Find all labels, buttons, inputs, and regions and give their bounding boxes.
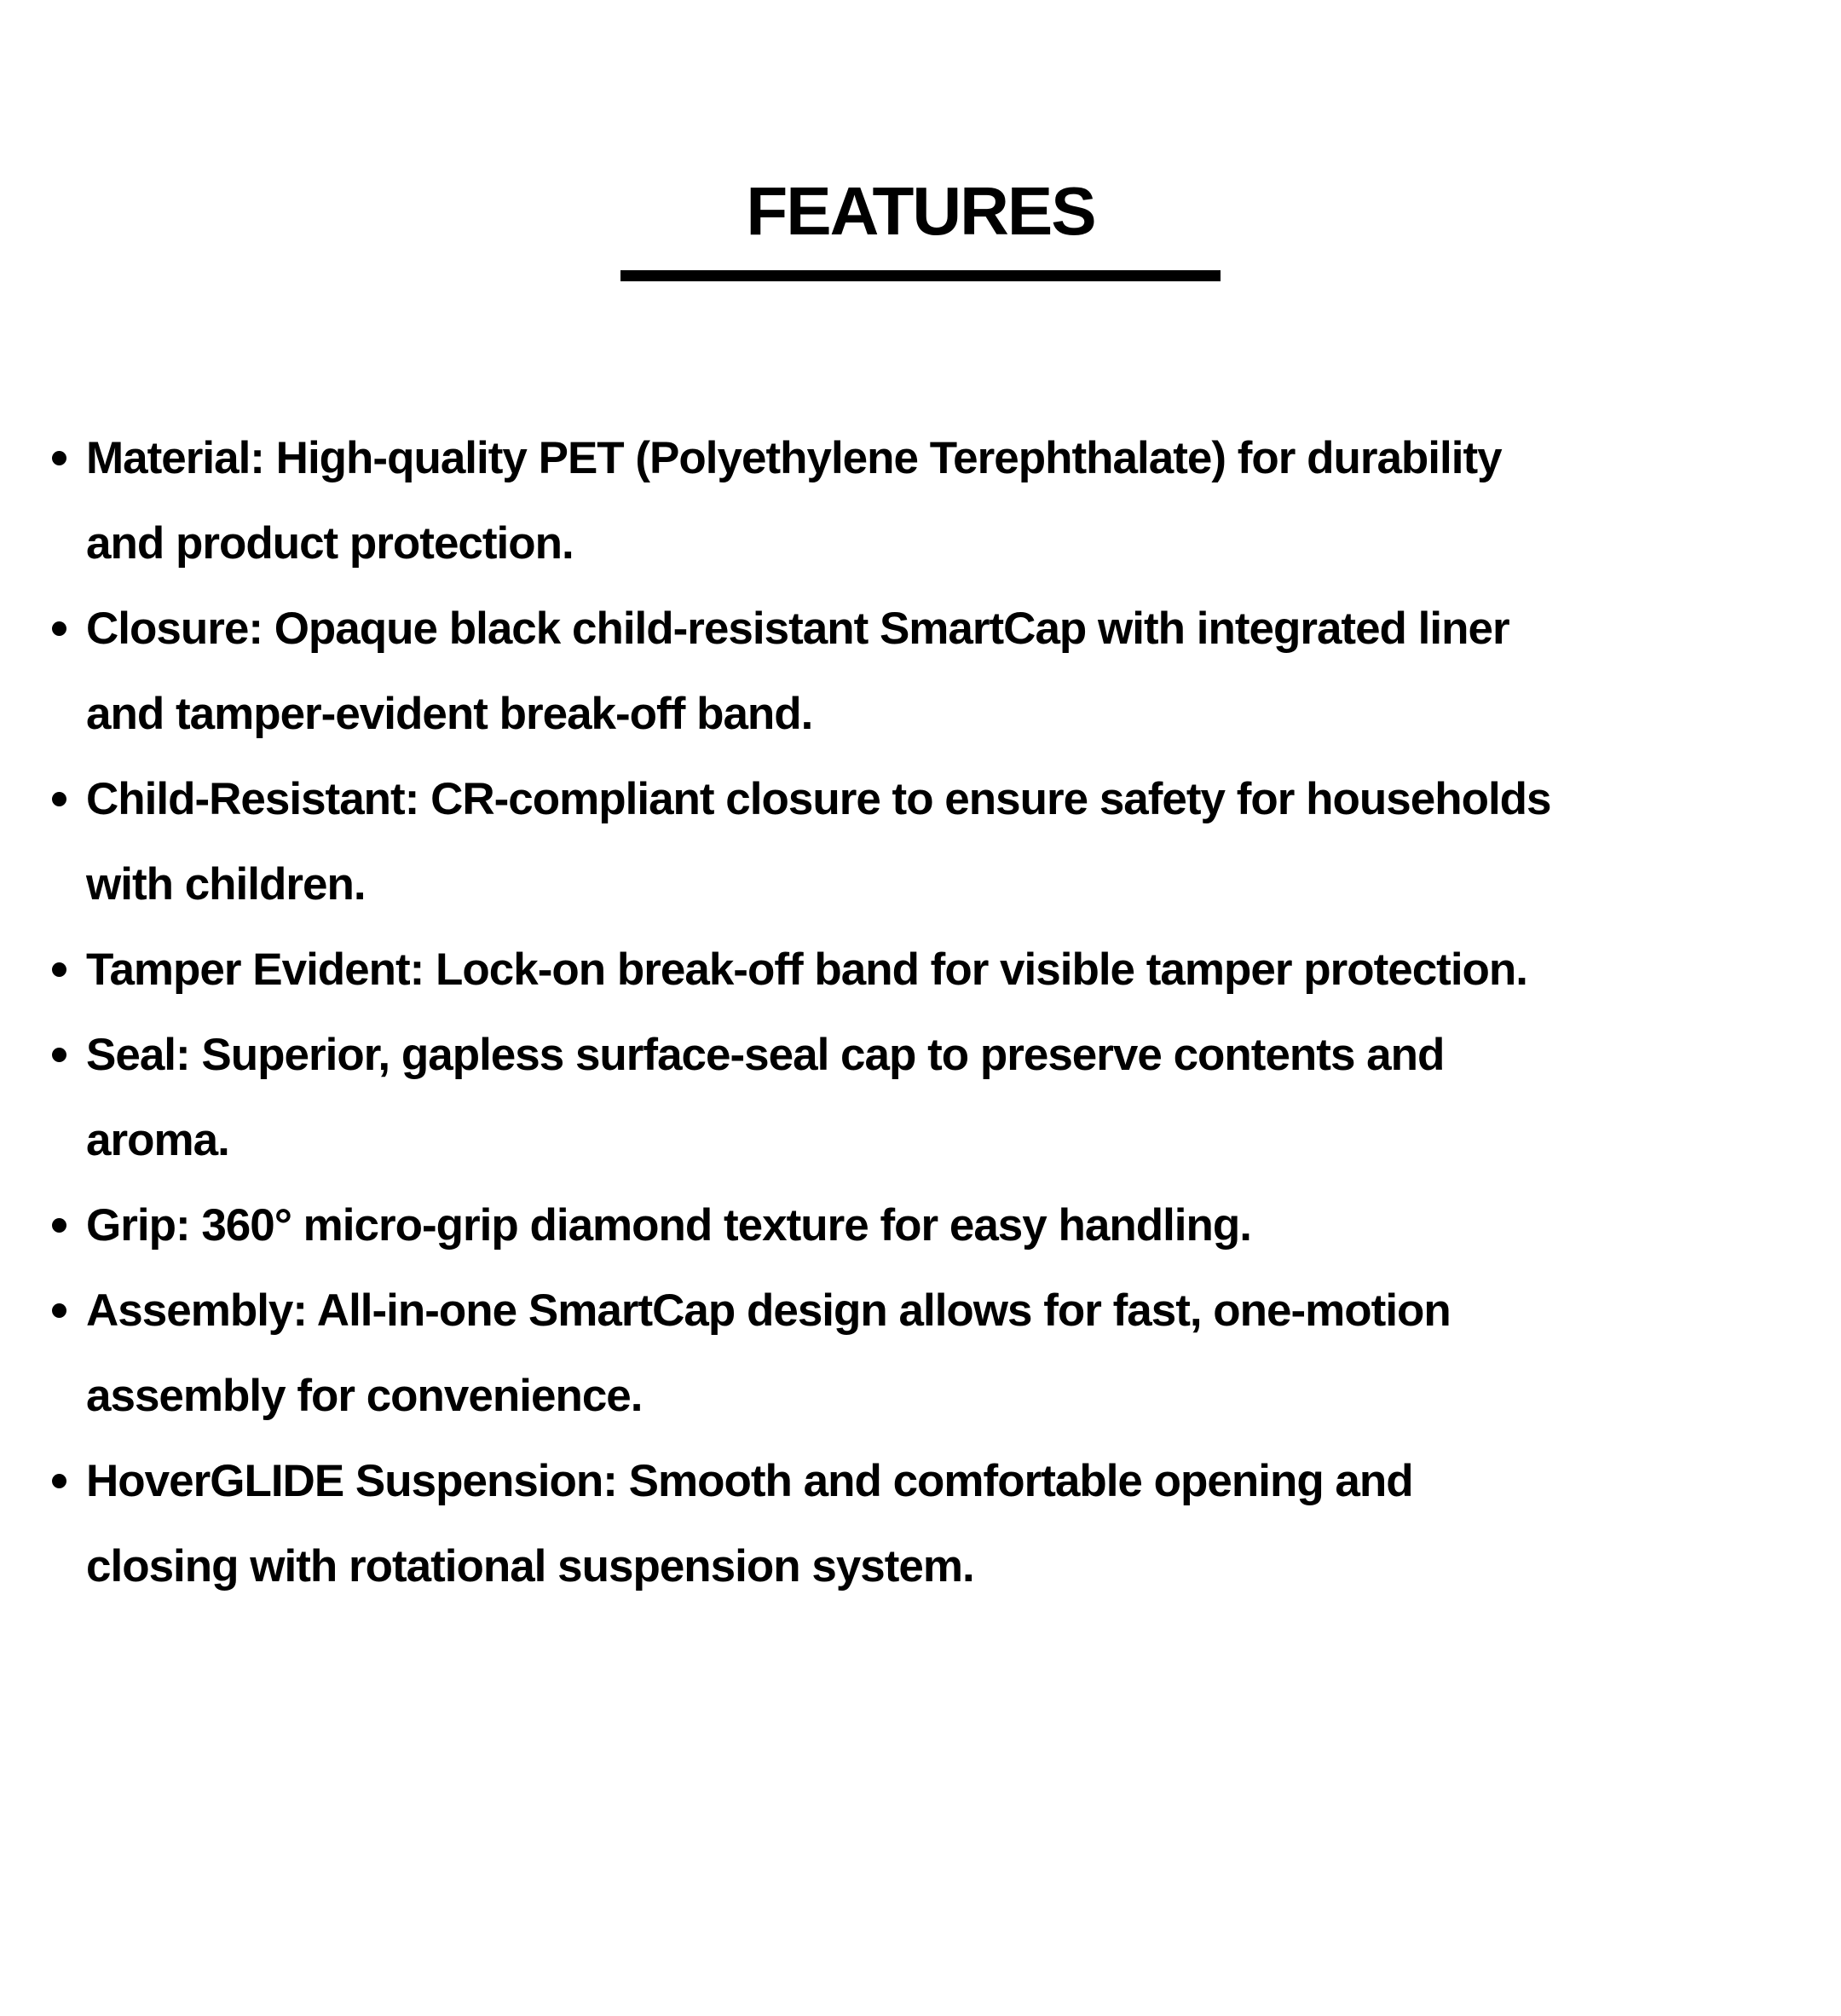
feature-line: aroma. bbox=[86, 1115, 229, 1165]
feature-item bbox=[47, 1439, 1841, 1609]
title-underline bbox=[620, 270, 1221, 281]
feature-line: with children. bbox=[86, 859, 366, 910]
features-panel bbox=[0, 175, 1841, 1609]
features-page bbox=[0, 175, 1841, 2016]
page-title: FEATURES bbox=[746, 173, 1095, 249]
bullet-dot-icon bbox=[52, 1303, 66, 1318]
feature-line: and tamper-evident break-off band. bbox=[86, 689, 813, 739]
bullet-dot-icon bbox=[52, 1048, 66, 1062]
feature-line: HoverGLIDE Suspension: Smooth and comfortable opening and bbox=[86, 1456, 1413, 1506]
bullet-dot-icon bbox=[52, 621, 66, 636]
feature-line: Child-Resistant: CR-compliant closure to ensure safety for households bbox=[86, 774, 1551, 824]
feature-line: Material: High-quality PET (Polyethylene Terephthalate) for durability bbox=[86, 433, 1502, 483]
feature-item bbox=[47, 416, 1841, 586]
feature-line: Closure: Opaque black child-resistant SmartCap with integrated liner bbox=[86, 604, 1509, 654]
bullet-dot-icon bbox=[52, 1474, 66, 1488]
feature-line: closing with rotational suspension system. bbox=[86, 1541, 974, 1591]
feature-line: Tamper Evident: Lock-on break-off band for visible tamper protection. bbox=[86, 944, 1528, 995]
feature-item bbox=[47, 1268, 1841, 1439]
feature-item bbox=[47, 757, 1841, 927]
feature-item bbox=[47, 586, 1841, 757]
features-list bbox=[0, 416, 1841, 1609]
feature-item bbox=[47, 1183, 1841, 1268]
feature-line: Grip: 360° micro-grip diamond texture for easy handling. bbox=[86, 1200, 1252, 1251]
feature-item bbox=[47, 1013, 1841, 1183]
feature-line: Assembly: All-in-one SmartCap design allows for fast, one-motion bbox=[86, 1285, 1451, 1336]
feature-item bbox=[47, 927, 1841, 1013]
feature-line: and product protection. bbox=[86, 518, 574, 569]
bullet-dot-icon bbox=[52, 1218, 66, 1233]
bullet-dot-icon bbox=[52, 962, 66, 977]
bullet-dot-icon bbox=[52, 792, 66, 806]
feature-line: Seal: Superior, gapless surface-seal cap to preserve contents and bbox=[86, 1030, 1445, 1080]
feature-line: assembly for convenience. bbox=[86, 1371, 643, 1421]
bullet-dot-icon bbox=[52, 451, 66, 465]
